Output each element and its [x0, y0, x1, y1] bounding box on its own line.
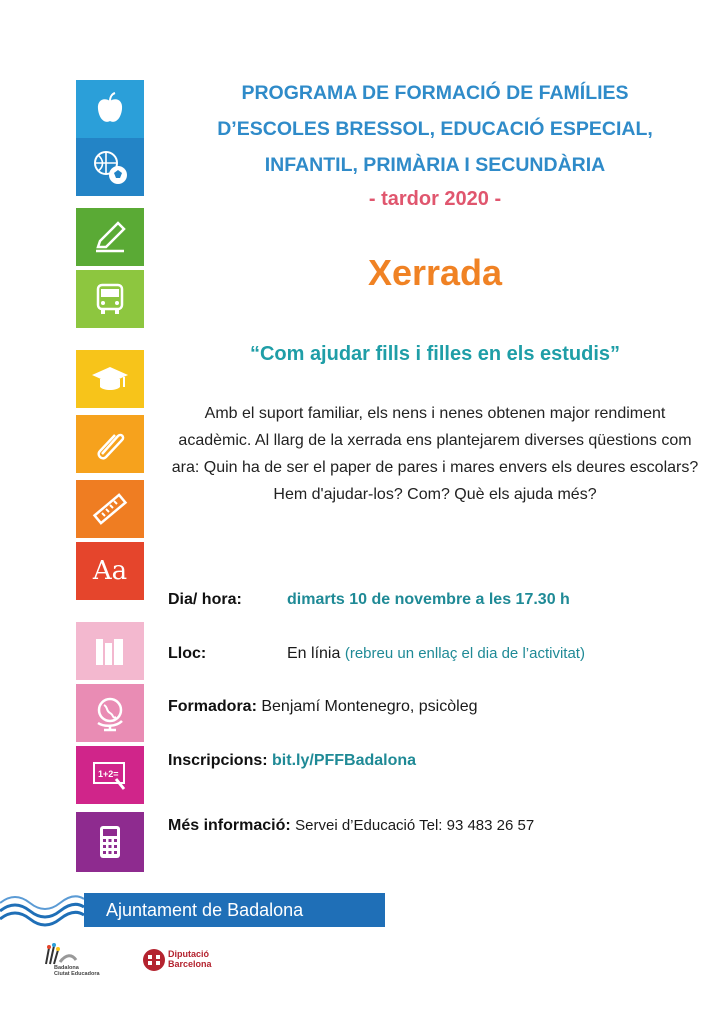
logo1-line2: Ciutat Educadora [54, 971, 100, 977]
program-title-line: PROGRAMA DE FORMACIÓ DE FAMÍLIES [241, 82, 629, 104]
talk-description: Amb el suport familiar, els nens i nenes obtenen major rendiment acadèmic. Al llarg de la xerrada ens plantejarem diverses qüestions com ara: Quin ha de ser el paper de pares i mares envers els deures escolars? Hem d'ajudar-los? Com? Què els ajuda més? [171, 405, 699, 503]
place-value: En línia [287, 645, 341, 662]
info-label: Més informació: [168, 817, 291, 834]
info-row [168, 817, 534, 835]
event-type: Xerrada [367, 252, 503, 293]
trainer-value: Benjamí Montenegro, psicòleg [261, 698, 478, 715]
trainer-row [168, 698, 477, 716]
date-value: dimarts 10 de novembre a les 17.30 h [287, 591, 570, 608]
info-value: Servei d’Educació Tel: 93 483 26 57 [295, 817, 535, 834]
program-header [160, 75, 710, 215]
season-label: - tardor 2020 - [368, 188, 502, 210]
place-note: (rebreu un enllaç el dia de l’activitat) [344, 645, 585, 662]
logo1-line1: Badalona [54, 965, 79, 971]
educadora-hands-icon [40, 942, 80, 966]
svg-text:1+2=: 1+2= [98, 769, 119, 779]
signup-row [168, 752, 416, 770]
program-title-line: D’ESCOLES BRESSOL, EDUCACIÓ ESPECIAL, [217, 118, 653, 140]
math-board-icon [76, 746, 144, 804]
books-icon [76, 622, 144, 680]
apple-icon [76, 80, 144, 138]
date-row [168, 591, 570, 609]
globe-icon [76, 684, 144, 742]
letters-icon: Aa [76, 542, 144, 600]
calculator-icon [76, 812, 144, 872]
date-label: Dia/ hora: [168, 591, 242, 608]
ruler-icon [76, 480, 144, 538]
paperclip-icon [76, 415, 144, 473]
ajuntament-name: Ajuntament de Badalona [84, 893, 385, 927]
logo2-line2: Barcelona [168, 959, 212, 969]
school-bus-icon [76, 270, 144, 328]
ciutat-educadora-logo [40, 942, 110, 978]
signup-link[interactable]: bit.ly/PFFBadalona [272, 752, 417, 769]
place-row [168, 645, 585, 663]
logo2-line1: Diputació [168, 949, 210, 959]
sports-balls-icon [76, 138, 144, 196]
trainer-label: Formadora: [168, 698, 257, 715]
talk-title: “Com ajudar fills i filles en els estudis” [249, 343, 621, 365]
ajuntament-banner [0, 893, 385, 927]
badalona-pattern-icon [0, 893, 84, 927]
place-label: Lloc: [168, 645, 207, 662]
program-title-line: INFANTIL, PRIMÀRIA I SECUNDÀRIA [264, 154, 606, 176]
diputacio-logo [142, 948, 212, 974]
signup-label: Inscripcions: [168, 752, 268, 769]
pencil-icon [76, 208, 144, 266]
graduation-cap-icon [76, 350, 144, 408]
diputacio-seal-icon [142, 948, 166, 972]
